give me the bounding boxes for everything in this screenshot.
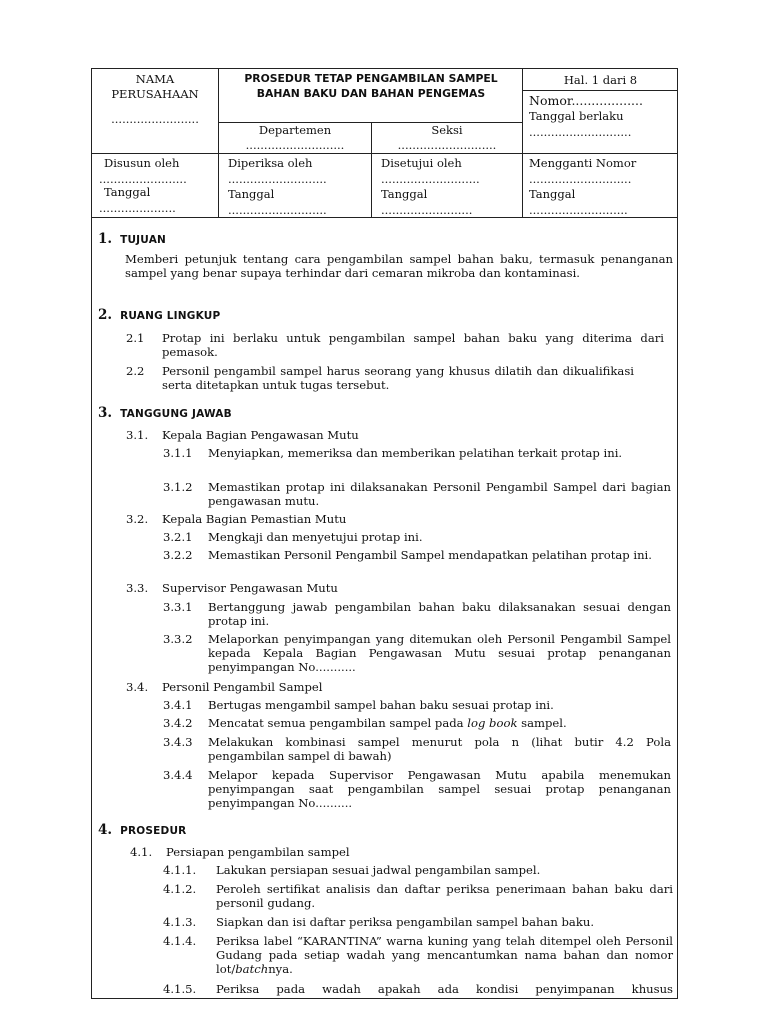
header-divider <box>92 153 678 154</box>
list-item <box>163 735 671 763</box>
document-number: Nomor.................. <box>529 93 643 108</box>
checked-by-blank: ........................... <box>228 172 327 186</box>
text-run: nya. <box>268 962 293 976</box>
item-text: Persiapan pengambilan sampel <box>166 845 350 859</box>
item-text <box>216 934 673 976</box>
section-number: 3. <box>98 405 113 421</box>
header-divider <box>522 90 678 91</box>
document-page <box>91 68 678 999</box>
section-title: TUJUAN <box>120 234 167 246</box>
item-number: 3.4.1 <box>163 698 193 712</box>
item-text: Siapkan dan isi daftar periksa pengambilan sampel bahan baku. <box>216 915 595 929</box>
item-number: 4.1.3. <box>163 915 197 929</box>
section-number: 1. <box>98 231 113 247</box>
list-item <box>126 331 664 359</box>
item-number: 2.2 <box>126 364 145 378</box>
list-item <box>163 934 673 976</box>
section-heading-ruang-lingkup <box>98 308 220 323</box>
text-run: sampel. <box>517 716 567 730</box>
item-number: 3.4.4 <box>163 768 193 782</box>
approved-by-label: Disetujui oleh <box>381 156 462 170</box>
checked-date-blank: ........................... <box>228 203 327 217</box>
list-item <box>126 680 322 694</box>
item-text: Personil Pengambil Sampel <box>162 680 323 694</box>
checked-by-label: Diperiksa oleh <box>228 156 313 170</box>
list-item <box>126 512 346 526</box>
item-number: 3.4. <box>126 680 149 694</box>
section-heading-prosedur <box>98 823 186 838</box>
item-number: 3.1.1 <box>163 446 193 460</box>
list-item <box>163 863 673 877</box>
section-number: 2. <box>98 307 113 323</box>
list-item <box>163 768 671 810</box>
italic-term: batch <box>235 962 269 976</box>
item-number: 4.1.4. <box>163 934 197 948</box>
item-text: Kepala Bagian Pemastian Mutu <box>162 512 347 526</box>
list-item <box>163 530 671 544</box>
item-number: 4.1.2. <box>163 882 197 896</box>
item-text: Mengkaji dan menyetujui protap ini. <box>208 530 423 544</box>
prepared-by-label: Disusun oleh <box>104 156 180 170</box>
item-text: Melaporkan penyimpangan yang ditemukan oleh Personil Pengambil Sampel kepada Kepala Bagian Pengawasan Mutu sesuai protap penanganan penyimpangan No........... <box>208 632 671 674</box>
list-item <box>163 480 671 508</box>
item-text: Supervisor Pengawasan Mutu <box>162 581 338 595</box>
replaces-number-blank: ............................ <box>529 172 632 186</box>
section-title: PROSEDUR <box>120 825 187 837</box>
section-blank: ........................... <box>397 138 497 152</box>
section-label: Seksi <box>431 123 463 137</box>
item-text: Lakukan persiapan sesuai jadwal pengambilan sampel. <box>216 863 541 877</box>
item-text: Personil pengambil sampel harus seorang yang khusus dilatih dan dikualifikasi serta ditetapkan untuk tugas tersebut. <box>162 364 634 392</box>
list-item <box>163 915 673 929</box>
section-heading-tanggung-jawab <box>98 406 232 421</box>
list-item <box>126 581 338 595</box>
item-text: Melapor kepada Supervisor Pengawasan Mutu apabila menemukan penyimpangan saat pengambilan sampel sesuai protap penanganan penyimpangan No.......... <box>208 768 671 810</box>
item-text: Menyiapkan, memeriksa dan memberikan pelatihan terkait protap ini. <box>208 446 623 460</box>
approved-date-label: Tanggal <box>381 187 428 201</box>
prepared-date-blank: ..................... <box>99 201 176 215</box>
section-title: TANGGUNG JAWAB <box>120 408 232 420</box>
document-header-table <box>92 69 677 217</box>
item-number: 4.1.5. <box>163 982 197 996</box>
item-number: 3.2.1 <box>163 530 193 544</box>
replaces-date-label: Tanggal <box>529 187 576 201</box>
item-number: 4.1.1. <box>163 863 197 877</box>
list-item <box>163 716 671 730</box>
list-item <box>126 428 359 442</box>
department-blank: ........................... <box>245 138 345 152</box>
document-title: PROSEDUR TETAP PENGAMBILAN SAMPEL BAHAN BAKU DAN BAHAN PENGEMAS <box>244 72 498 100</box>
text-run: Periksa label “KARANTINA” warna kuning yang telah ditempel oleh Personil Gudang pada setiap wadah yang mencantumkan nama bahan dan nomor lot/ <box>216 934 673 976</box>
item-text: Kepala Bagian Pengawasan Mutu <box>162 428 359 442</box>
italic-term: log book <box>467 716 518 730</box>
section-number: 4. <box>98 822 113 838</box>
item-text: Memastikan protap ini dilaksanakan Personil Pengambil Sampel dari bagian pengawasan mutu. <box>208 480 671 508</box>
page-info: Hal. 1 dari 8 <box>563 73 638 87</box>
section-paragraph: Memberi petunjuk tentang cara pengambilan sampel bahan baku, termasuk penanganan sampel yang benar supaya terhindar dari cemaran mikroba dan kontaminasi. <box>125 252 673 280</box>
list-item <box>130 845 350 859</box>
item-text: Protap ini berlaku untuk pengambilan sampel bahan baku yang diterima dari pemasok. <box>162 331 664 359</box>
list-item <box>163 882 673 910</box>
approved-by-blank: ........................... <box>381 172 480 186</box>
company-label: NAMA PERUSAHAAN <box>111 72 199 101</box>
section-heading-tujuan <box>98 232 166 247</box>
item-number: 3.3.2 <box>163 632 193 646</box>
replaces-date-blank: ........................... <box>529 203 628 217</box>
replaces-number-label: Mengganti Nomor <box>529 156 637 170</box>
item-number: 4.1. <box>130 845 153 859</box>
approved-date-blank: ......................... <box>381 203 473 217</box>
company-name-blank: ........................ <box>111 112 199 126</box>
item-number: 2.1 <box>126 331 145 345</box>
list-item <box>163 698 671 712</box>
item-number: 3.3. <box>126 581 149 595</box>
department-label: Departemen <box>258 123 332 137</box>
effective-date-blank: ............................ <box>529 125 632 139</box>
item-text: Periksa pada wadah apakah ada kondisi penyimpanan khusus <box>216 982 673 996</box>
item-text: Melakukan kombinasi sampel menurut pola n (lihat butir 4.2 Pola pengambilan sampel di bawah) <box>208 735 671 763</box>
item-number: 3.4.2 <box>163 716 193 730</box>
list-item <box>163 632 671 674</box>
item-number: 3.2.2 <box>163 548 193 562</box>
item-number: 3.1. <box>126 428 149 442</box>
item-number: 3.4.3 <box>163 735 193 749</box>
header-divider <box>522 69 523 217</box>
effective-date-label: Tanggal berlaku <box>529 109 624 123</box>
checked-date-label: Tanggal <box>228 187 275 201</box>
item-text: Bertugas mengambil sampel bahan baku sesuai protap ini. <box>208 698 554 712</box>
prepared-date-label: Tanggal <box>104 185 151 199</box>
item-number: 3.1.2 <box>163 480 193 494</box>
item-text: Memastikan Personil Pengambil Sampel mendapatkan pelatihan protap ini. <box>208 548 652 562</box>
item-number: 3.3.1 <box>163 600 193 614</box>
item-text: Peroleh sertifikat analisis dan daftar periksa penerimaan bahan baku dari personil gudang. <box>216 882 673 910</box>
list-item <box>163 982 673 996</box>
text-run: Mencatat semua pengambilan sampel pada <box>208 716 468 730</box>
list-item <box>163 446 671 460</box>
section-title: RUANG LINGKUP <box>120 310 221 322</box>
list-item <box>163 600 671 628</box>
item-text <box>208 716 671 730</box>
list-item <box>163 548 671 562</box>
item-text: Bertanggung jawab pengambilan bahan baku dilaksanakan sesuai dengan protap ini. <box>208 600 671 628</box>
item-number: 3.2. <box>126 512 149 526</box>
list-item <box>126 364 634 392</box>
prepared-by-blank: ........................ <box>99 172 187 186</box>
